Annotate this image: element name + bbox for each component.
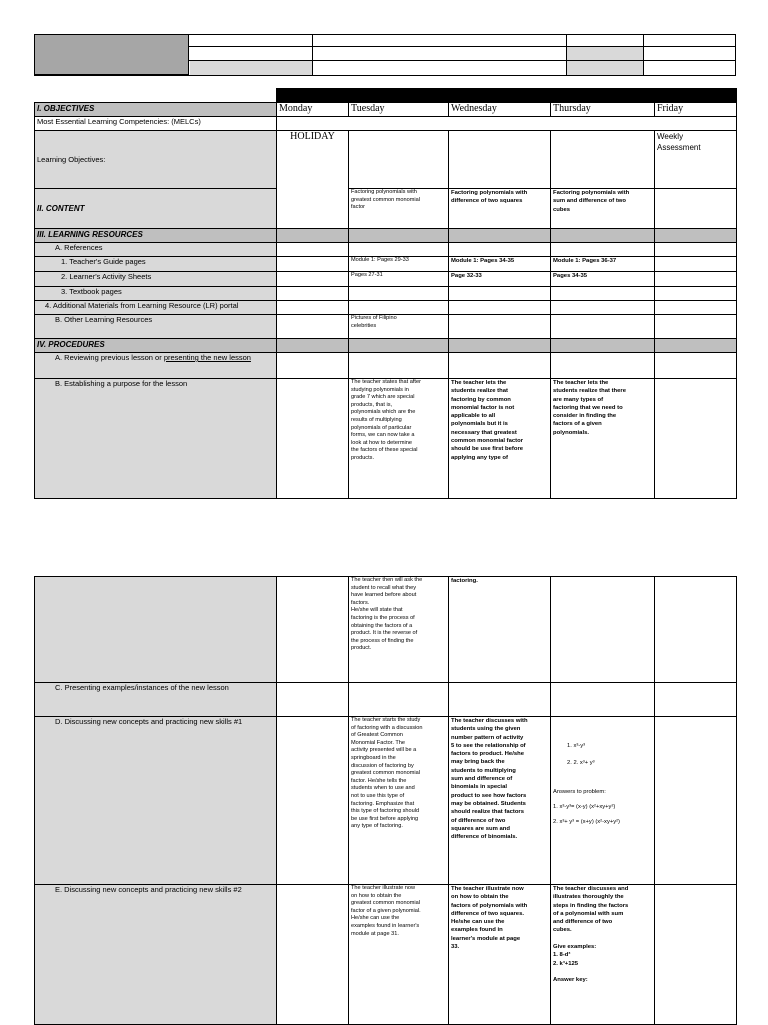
section-procedures: IV. PROCEDURES — [35, 339, 277, 353]
content-thursday: Factoring polynomials with sum and difference of two cubes — [551, 189, 655, 229]
dll-table-page2 — [34, 576, 737, 1025]
label-lr-portal: 4. Additional Materials from Learning Resource (LR) portal — [35, 301, 277, 315]
day-wednesday: Wednesday — [449, 103, 551, 117]
dll-table-page1 — [34, 102, 737, 499]
establishing-wednesday: The teacher lets the students realize that factoring by common monomial factor is not applicable to all polynomials but it is necessary that greatest common monomial factor should be use first before applying any type of — [449, 379, 551, 499]
day-monday: Monday — [277, 103, 349, 117]
label-references: A. References — [35, 243, 277, 257]
label-discussing-2: E. Discussing new concepts and practicing new skills #2 — [35, 885, 277, 1025]
section-objectives: I. OBJECTIVES — [35, 103, 277, 117]
discuss2-thursday: The teacher discusses and illustrates thoroughly the steps in finding the factors of a polynomial with sum and difference of two cubes. Give examples: 1. 8-d³ 2. k³+125 Answer key: — [551, 885, 655, 1025]
label-tg-pages: 1. Teacher's Guide pages — [35, 257, 277, 272]
other-resources-tuesday: Pictures of Filipino celebrities — [349, 315, 449, 339]
discuss2-tuesday: The teacher illustrate now on how to obtain the greatest common monomial factor of a given polynomial. He/she can use the examples found in learner's module at page 31. — [349, 885, 449, 1025]
establishing-cont-tuesday: The teacher then will ask the student to recall what they have learned before about factors. He/she will state that factoring is the process of obtaining the factors of a product. It is the reverse of the process of finding the product. — [349, 577, 449, 683]
establishing-continued-label — [35, 577, 277, 683]
objectives-wednesday — [449, 131, 551, 189]
objectives-thursday — [551, 131, 655, 189]
discuss1-thu-item-1: 1. x³-y³ — [567, 743, 586, 750]
tg-pages-thursday: Module 1: Pages 36-37 — [551, 257, 655, 272]
label-presenting: C. Presenting examples/instances of the new lesson — [35, 683, 277, 717]
label-establishing: B. Establishing a purpose for the lesson — [35, 379, 277, 499]
day-tuesday: Tuesday — [349, 103, 449, 117]
content-tuesday: Factoring polynomials with greatest common monomial factor — [349, 189, 449, 229]
establishing-cont-wednesday: factoring. — [449, 577, 551, 683]
label-reviewing: A. Reviewing previous lesson or presenting the new lesson — [35, 353, 277, 379]
establishing-thursday: The teacher lets the students realize that there are many types of factoring that we need to consider in finding the factors of a given polynomials. — [551, 379, 655, 499]
discuss1-tuesday: The teacher starts the study of factoring with a discussion of Greatest Common Monomial Factor. The activity presented will be a springboard in the discussion of factoring by greatest common monomial factor. He/she tells the students when to use and not to use this type of factoring. Emphasize that this type of factoring should be use first before applying any type of factoring. — [349, 717, 449, 885]
day-friday: Friday — [655, 103, 737, 117]
discuss1-thu-item-2: 2. 2. x³+ y³ — [567, 759, 595, 766]
day-thursday: Thursday — [551, 103, 655, 117]
las-thursday: Pages 34-35 — [551, 272, 655, 287]
label-textbook: 3. Textbook pages — [35, 287, 277, 301]
label-discussing-1: D. Discussing new concepts and practicing new skills #1 — [35, 717, 277, 885]
tg-pages-tuesday: Module 1: Pages 29-33 — [349, 257, 449, 272]
day-header-bar — [276, 88, 737, 102]
discuss1-thu-answer-2: 2. x³+ y³ = (x+y) (x²-xy+y²) — [553, 819, 620, 826]
section-content: II. CONTENT — [35, 189, 277, 229]
label-melcs: Most Essential Learning Competencies: (MELCs) — [35, 117, 277, 131]
content-friday — [655, 189, 737, 229]
discuss1-thu-answers-title: Answers to problem: — [553, 788, 606, 795]
melcs-value — [277, 117, 737, 131]
friday-weekly-assessment: Weekly Assessment — [655, 131, 737, 189]
objectives-tuesday — [349, 131, 449, 189]
header-info-block — [34, 34, 189, 75]
las-tuesday: Pages 27-31 — [349, 272, 449, 287]
label-other-resources: B. Other Learning Resources — [35, 315, 277, 339]
label-learning-objectives: Learning Objectives: — [35, 131, 277, 189]
discuss2-wednesday: The teacher illustrate now on how to obtain the factors of polynomials with difference of two squares. He/she can use the examples found in learner's module at page 33. — [449, 885, 551, 1025]
las-wednesday: Page 32-33 — [449, 272, 551, 287]
section-learning-resources: III. LEARNING RESOURCES — [35, 229, 277, 243]
discuss1-wednesday: The teacher discusses with students using the given number pattern of activity 5 to see the relationship of factors to product. He/she may bring back the students to multiplying sum and difference of binomials in special product to see how factors may be obtained. Students should realize that factors of difference of two squares are sum and difference of binomials. — [449, 717, 551, 885]
establishing-tuesday: The teacher states that after studying polynomials in grade 7 which are special products, that is, polynomials which are the results of multiplying polynomials of particular forms, we can now take a look at how to determine the factors of these special products. — [349, 379, 449, 499]
content-wednesday: Factoring polynomials with difference of two squares — [449, 189, 551, 229]
monday-holiday: HOLIDAY — [277, 131, 349, 229]
discuss1-thu-answer-1: 1. x³-y³= (x-y) (x²+xy+y²) — [553, 804, 616, 811]
discuss1-thursday — [551, 717, 655, 885]
label-las: 2. Learner's Activity Sheets — [35, 272, 277, 287]
tg-pages-wednesday: Module 1: Pages 34-35 — [449, 257, 551, 272]
